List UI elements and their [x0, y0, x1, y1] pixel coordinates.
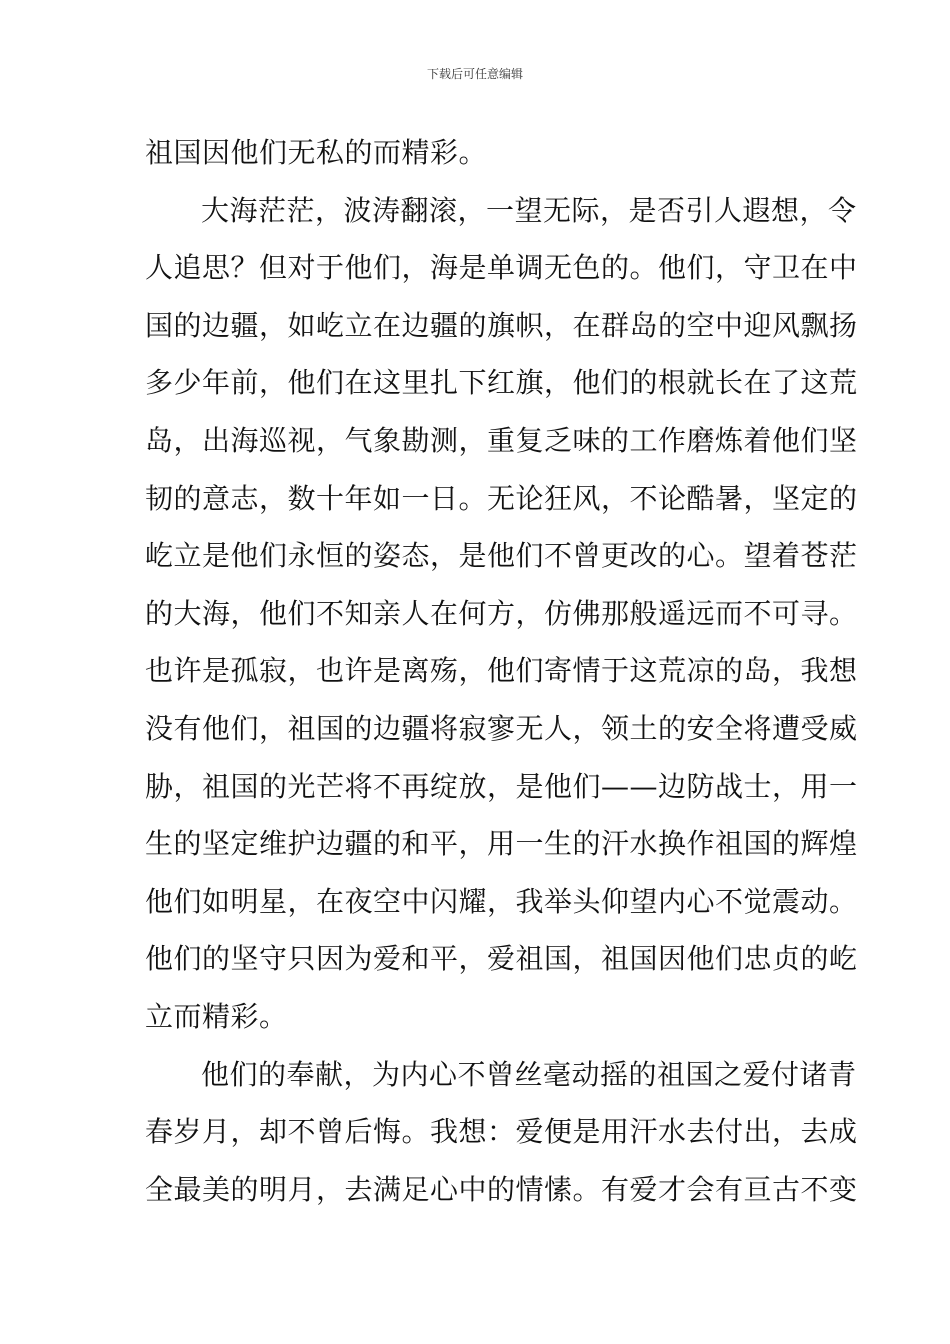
text-line: 没有他们，祖国的边疆将寂寥无人，领土的安全将遭受威 [145, 711, 858, 745]
document-body [145, 124, 858, 1218]
text-line: 他们的坚守只因为爱和平，爱祖国，祖国因他们忠贞的屹 [145, 942, 858, 976]
text-line: 春岁月，却不曾后悔。我想：爱便是用汗水去付出，去成 [145, 1115, 858, 1149]
text-line: 多少年前，他们在这里扎下红旗，他们的根就长在了这荒 [145, 366, 858, 400]
text-line: 他们如明星，在夜空中闪耀，我举头仰望内心不觉震动。 [145, 884, 858, 918]
text-line: 全最美的明月，去满足心中的情愫。有爱才会有亘古不变 [145, 1172, 858, 1206]
text-line: 他们的奉献，为内心不曾丝毫动摇的祖国之爱付诸青 [201, 1057, 857, 1091]
text-line: 祖国因他们无私的而精彩。 [145, 136, 488, 169]
text-line: 的大海，他们不知亲人在何方，仿佛那般遥远而不可寻。 [145, 596, 858, 630]
text-line: 人追思？但对于他们，海是单调无色的。他们，守卫在中 [145, 251, 858, 285]
text-line: 大海茫茫，波涛翻滚，一望无际，是否引人遐想，令 [201, 193, 857, 227]
text-line: 国的边疆，如屹立在边疆的旗帜，在群岛的空中迎风飘扬 [145, 308, 858, 342]
text-line: 胁，祖国的光芒将不再绽放，是他们——边防战士，用一 [145, 769, 858, 803]
page-header: 下载后可任意编辑 [426, 67, 523, 81]
text-line: 也许是孤寂，也许是离殇，他们寄情于这荒凉的岛，我想 [145, 654, 858, 688]
text-line: 屹立是他们永恒的姿态，是他们不曾更改的心。望着苍茫 [145, 539, 858, 573]
text-line: 韧的意志，数十年如一日。无论狂风，不论酷暑，坚定的 [145, 481, 858, 515]
text-line: 立而精彩。 [145, 999, 288, 1033]
text-line: 岛，出海巡视，气象勘测，重复乏味的工作磨炼着他们坚 [145, 423, 858, 457]
text-line: 生的坚定维护边疆的和平，用一生的汗水换作祖国的辉煌 [145, 827, 858, 861]
